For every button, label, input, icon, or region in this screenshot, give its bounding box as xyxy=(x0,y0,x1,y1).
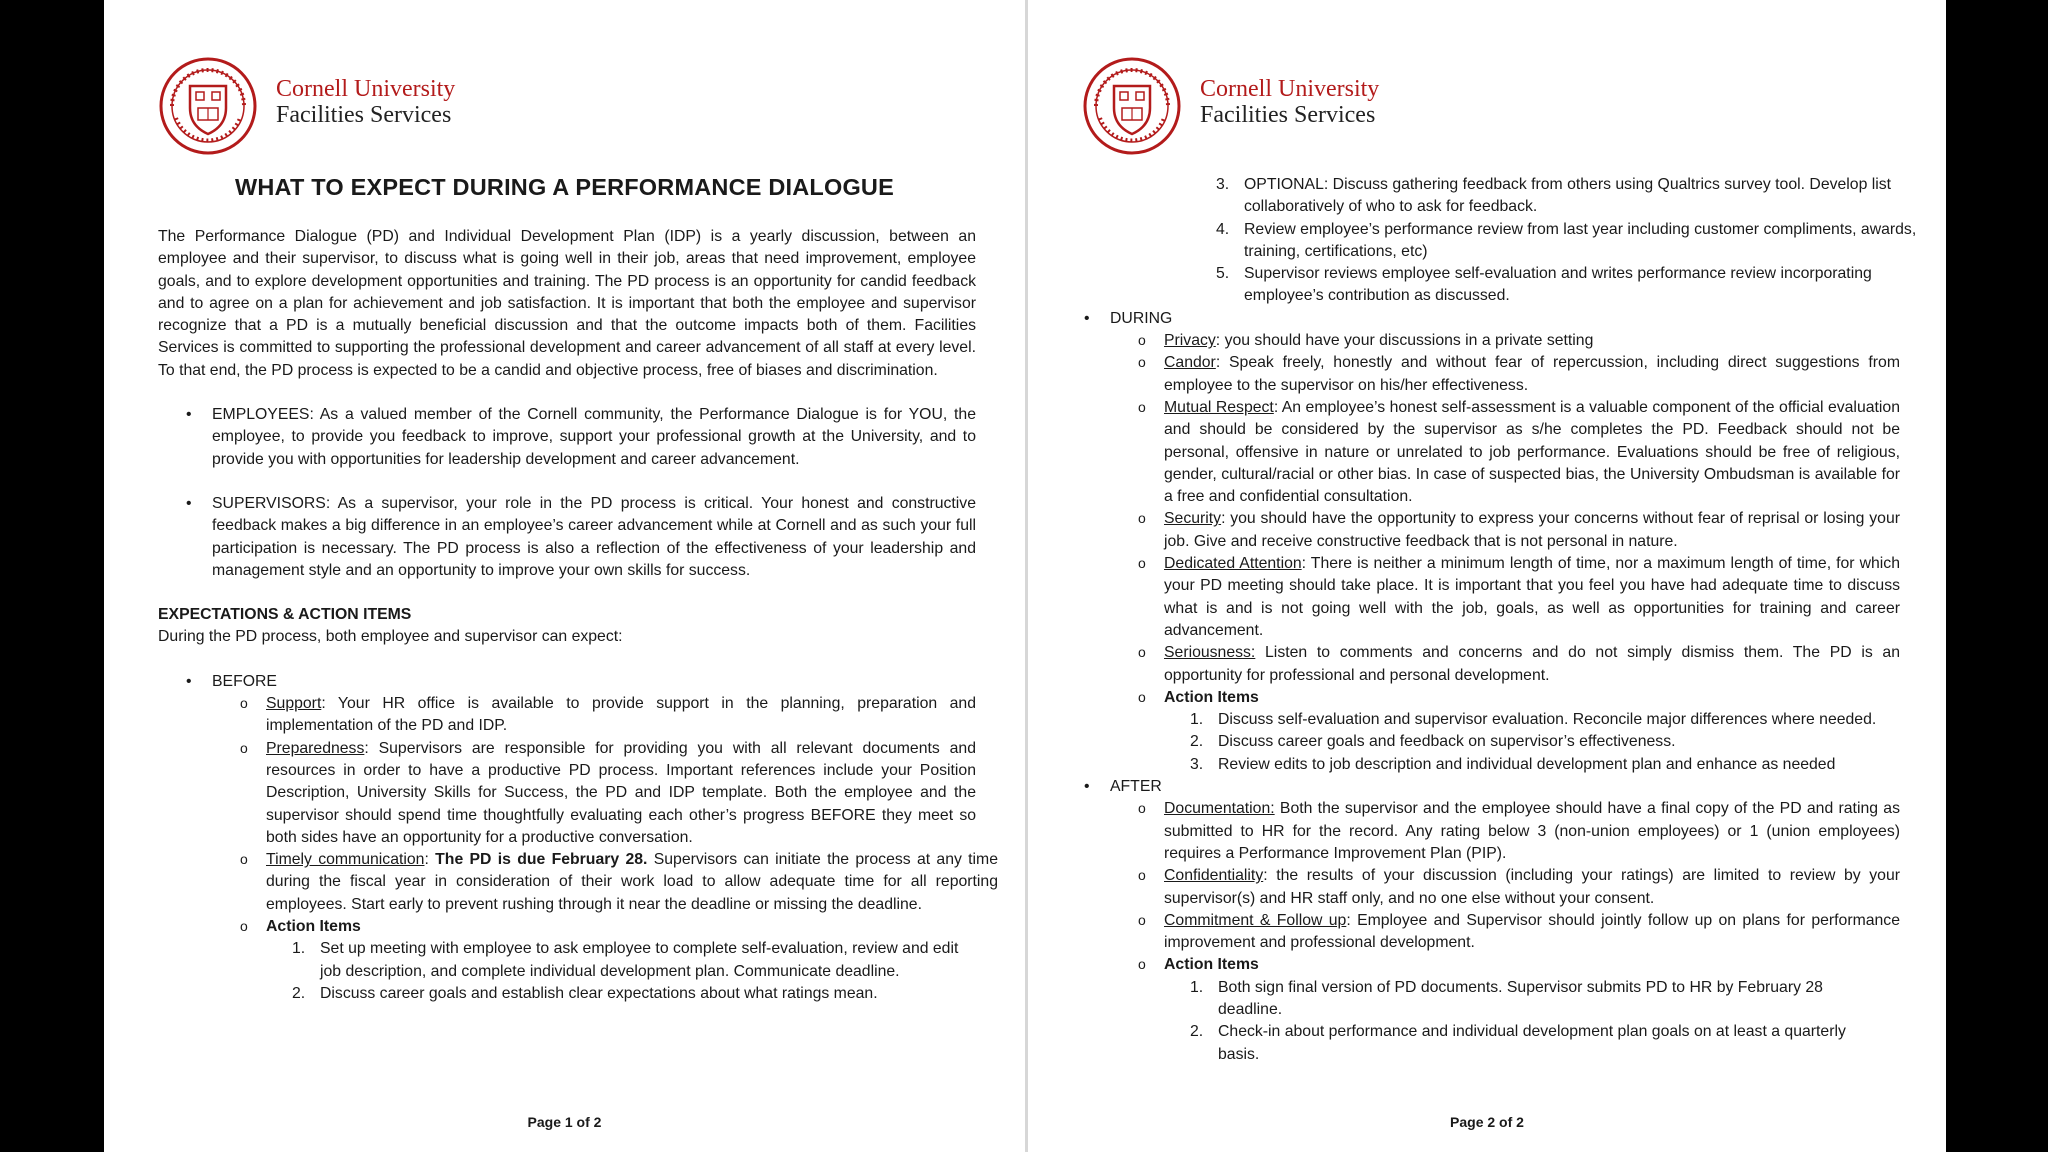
action-items-label: Action Items xyxy=(1164,688,1259,706)
cornell-seal-icon xyxy=(1082,56,1182,156)
action-items-label: Action Items xyxy=(1164,956,1259,974)
university-name: Cornell University xyxy=(1200,76,1380,102)
during-label: DURING xyxy=(1110,309,1173,327)
support-item xyxy=(212,693,976,738)
confidentiality-item xyxy=(1110,865,1900,910)
supervisors-text: SUPERVISORS: As a supervisor, your role in the PD process is critical. Your honest and constructive feedback makes a big difference in an employee’s career advancement while at Cornell and as such your full participation is necessary. The PD process is also a reflection of the effectiveness of your leadership and management style and an opportunity to improve your own skills for success. xyxy=(212,494,976,579)
cornell-logo xyxy=(1082,56,1402,156)
page-1-body xyxy=(158,226,999,1005)
before-action-2-text: Discuss career goals and establish clear expectations about what ratings mean. xyxy=(320,984,878,1002)
during-action-2-text: Discuss career goals and feedback on supervisor’s effectiveness. xyxy=(1218,733,1676,751)
document-page-2 xyxy=(1028,0,1946,1152)
attention-text: : There is neither a minimum length of time, nor a maximum length of time, for which your PD meeting should take place. It is important that you feel you have had adequate time to discuss what is and is not going well with the job, goals, as well as opportunities for training and career advancement. xyxy=(1164,555,1900,639)
respect-term: Mutual Respect xyxy=(1164,398,1274,416)
footer-page-number: 1 xyxy=(564,1114,573,1130)
cornell-seal-icon xyxy=(158,56,258,156)
privacy-term: Privacy xyxy=(1164,332,1216,350)
after-label: AFTER xyxy=(1110,778,1162,796)
document-page-1 xyxy=(104,0,1025,1152)
department-name: Facilities Services xyxy=(276,102,452,128)
after-action-items xyxy=(1110,954,1900,1065)
commitment-item xyxy=(1110,910,1900,955)
role-list xyxy=(158,404,976,582)
before-label: BEFORE xyxy=(212,672,277,690)
preparedness-item xyxy=(212,738,976,849)
during-items xyxy=(1110,330,1900,776)
before-actions-list xyxy=(266,938,976,1005)
footer-page-total: 2 xyxy=(1516,1114,1524,1130)
documentation-text: Both the supervisor and the employee should have a final copy of the PD and rating as submitted to HR for the record. Any rating below 3 (non-union employees) or 1 (union employees) requires a Performance Improvement Plan (PIP). xyxy=(1164,800,1900,862)
timely-item: o Timely communication: The PD is due February 28. Supervisors can initiate the process at any time during the fiscal year in consideration of their work load to allow adequate time for all reporting employees. Start early to prevent rushing through it near the deadline or missing the deadline. xyxy=(212,849,998,916)
security-text: : you should have the opportunity to express your concerns without fear of reprisal or losing your job. Give and receive constructive feedback that is not personal in nature. xyxy=(1164,510,1900,550)
seriousness-term: Seriousness: xyxy=(1164,644,1256,662)
support-text: : Your HR office is available to provide support in the planning, preparation and implementation of the PD and IDP. xyxy=(266,695,976,735)
department-name: Facilities Services xyxy=(1200,102,1376,128)
before-items xyxy=(212,693,999,1005)
privacy-item xyxy=(1110,330,1900,352)
during-action-1: 1. Discuss self-evaluation and supervisor evaluation. Reconcile major differences where needed. xyxy=(1190,711,1877,729)
commitment-text: : Employee and Supervisor should jointly follow up on plans for performance improvement and professional development. xyxy=(1164,911,1900,952)
footer-page-word: Page xyxy=(527,1114,565,1130)
before-action-5-text: Supervisor reviews employee self-evaluation and writes performance review incorporating employee’s contribution as discussed. xyxy=(1244,265,1872,305)
during-action-1-text: Discuss self-evaluation and supervisor evaluation. Reconcile major differences where needed. xyxy=(1218,711,1877,729)
security-term: Security xyxy=(1164,510,1222,528)
support-term: Support xyxy=(266,695,322,713)
before-action-3-text: OPTIONAL: Discuss gathering feedback from others using Qualtrics survey tool. Develop list collaboratively of who to ask for feedback. xyxy=(1244,176,1892,216)
before-action-4: 4. Review employee’s performance review from last year including customer compliments, awards, training, certifications, etc) xyxy=(1216,220,1917,260)
attention-item xyxy=(1110,553,1900,642)
employees-item xyxy=(158,404,976,471)
timely-term: Timely communication xyxy=(266,851,425,869)
during-action-3: 3. Review edits to job description and individual development plan and enhance as needed xyxy=(1190,755,1836,773)
during-action-items xyxy=(1110,687,1900,776)
footer-of: of xyxy=(1495,1114,1517,1130)
candor-text: : Speak freely, honestly and without fear of repercussion, including direct suggestions from employee to the supervisor on his/her effectiveness. xyxy=(1164,354,1900,394)
after-phase xyxy=(1056,776,1900,1066)
after-action-1-text: Both sign final version of PD documents. Supervisor submits PD to HR by February 28 deadline. xyxy=(1218,978,1823,1018)
during-actions-list xyxy=(1164,709,1900,776)
before-action-4-text: Review employee’s performance review from last year including customer compliments, awards, training, certifications, etc) xyxy=(1244,220,1917,260)
respect-item xyxy=(1110,397,1900,508)
after-actions-list xyxy=(1164,977,1860,1066)
footer-of: of xyxy=(572,1114,594,1130)
university-name: Cornell University xyxy=(276,76,456,102)
phase-list-2 xyxy=(1056,308,1900,1066)
before-action-items xyxy=(212,916,976,1005)
footer-page-word: Page xyxy=(1450,1114,1488,1130)
supervisors-item xyxy=(158,493,976,582)
phase-list xyxy=(158,671,999,1005)
after-items xyxy=(1110,798,1900,1066)
after-action-2-text: Check-in about performance and individual development plan goals on at least a quarterly basis. xyxy=(1218,1023,1846,1063)
after-action-2: 2. Check-in about performance and individual development plan goals on at least a quarterly basis. xyxy=(1190,1023,1846,1063)
before-actions-continued xyxy=(1082,174,1924,308)
confidentiality-term: Confidentiality xyxy=(1164,867,1264,885)
seriousness-item xyxy=(1110,642,1900,687)
intro-paragraph: The Performance Dialogue (PD) and Individual Development Plan (IDP) is a yearly discussion, between an employee and their supervisor, to discuss what is going well in their job, areas that need improvement, employee goals, and to explore development opportunities and training. The PD process is an opportunity for candid feedback and to agree on a plan for achievement and job satisfaction. It is important that both the employee and supervisor recognize that a PD is a mutually beneficial discussion and that the outcome impacts both of them. Facilities Services is committed to supporting the professional development and career advancement of all staff at every level. To that end, the PD process is expected to be a candid and objective process, free of biases and discrimination. xyxy=(158,228,976,379)
before-action-1: 1. Set up meeting with employee to ask employee to complete self-evaluation, review and edit job description, and complete individual development plan. Communicate deadline. xyxy=(292,940,959,980)
during-action-3-text: Review edits to job description and individual development plan and enhance as needed xyxy=(1218,755,1836,773)
before-action-2: 2. Discuss career goals and establish clear expectations about what ratings mean. xyxy=(292,984,878,1002)
cornell-logo xyxy=(158,56,478,156)
during-action-2: 2. Discuss career goals and feedback on supervisor’s effectiveness. xyxy=(1190,733,1676,751)
privacy-text: : you should have your discussions in a private setting xyxy=(1215,332,1594,350)
commitment-term: Commitment & Follow up xyxy=(1164,911,1347,929)
preparedness-text: : Supervisors are responsible for providing you with all relevant documents and resources in order to have a productive PD process. Important references include your Position Description, University Skills for Success, the PD and IDP template. Both the employee and the supervisor should spend time thoughtfully evaluating each other’s progress BEFORE they meet so both sides have an opportunity for a productive conversation. xyxy=(266,739,976,846)
seriousness-text: Listen to comments and concerns and do not simply dismiss them. The PD is an opportunity for professional and personal development. xyxy=(1164,644,1900,684)
expectations-heading: EXPECTATIONS & ACTION ITEMS xyxy=(158,606,412,624)
page-footer xyxy=(104,1114,1025,1130)
security-item xyxy=(1110,508,1900,553)
footer-page-number: 2 xyxy=(1487,1114,1496,1130)
documentation-item xyxy=(1110,798,1900,865)
page-2-body xyxy=(1082,174,1917,1066)
before-action-5: 5. Supervisor reviews employee self-evaluation and writes performance review incorporating employee’s contribution as discussed. xyxy=(1216,265,1872,305)
action-items-label: Action Items xyxy=(266,918,361,936)
before-action-1-text: Set up meeting with employee to ask employee to complete self-evaluation, review and edit job description, and complete individual development plan. Communicate deadline. xyxy=(320,940,959,980)
page-footer xyxy=(1028,1114,1946,1130)
confidentiality-text: : the results of your discussion (including your ratings) are limited to review by your supervisor(s) and HR staff only, and no one else without your consent. xyxy=(1164,867,1900,907)
candor-term: Candor xyxy=(1164,354,1216,372)
before-action-3: 3. OPTIONAL: Discuss gathering feedback from others using Qualtrics survey tool. Develop list collaboratively of who to ask for feedback. xyxy=(1216,176,1892,216)
preparedness-term: Preparedness xyxy=(266,739,365,757)
respect-text: : An employee’s honest self-assessment is a valuable component of the official evaluation and should be considered by the supervisor as s/he completes the PD. Feedback should not be personal, offensive in nature or unrelated to job performance. Evaluations should be free of religious, gender, cultural/racial or other bias. In case of suspected bias, the University Ombudsman is available for a free and confidential consultation. xyxy=(1164,398,1900,506)
employees-text: EMPLOYEES: As a valued member of the Cornell community, the Performance Dialogue is for YOU, the employee, to provide you feedback to improve, support your professional growth at the University, and to provide you with opportunities for leadership development and career advancement. xyxy=(212,406,976,468)
footer-page-total: 2 xyxy=(593,1114,602,1130)
page-title: WHAT TO EXPECT DURING A PERFORMANCE DIALOGUE xyxy=(235,174,894,200)
candor-item xyxy=(1110,352,1900,397)
expectations-intro: During the PD process, both employee and supervisor can expect: xyxy=(158,628,623,646)
before-phase xyxy=(158,671,999,1005)
timely-deadline: The PD is due February 28. xyxy=(435,851,648,869)
documentation-term: Documentation: xyxy=(1164,800,1275,818)
during-phase xyxy=(1056,308,1900,776)
timely-text: Supervisors can initiate the process at any time during the fiscal year in consideration of their work load to allow adequate time for all reporting employees. Start early to prevent rushing through it near the deadline or missing the deadline. xyxy=(266,851,999,913)
attention-term: Dedicated Attention xyxy=(1164,555,1302,573)
after-action-1: 1. Both sign final version of PD documents. Supervisor submits PD to HR by February 28 deadline. xyxy=(1190,978,1823,1018)
